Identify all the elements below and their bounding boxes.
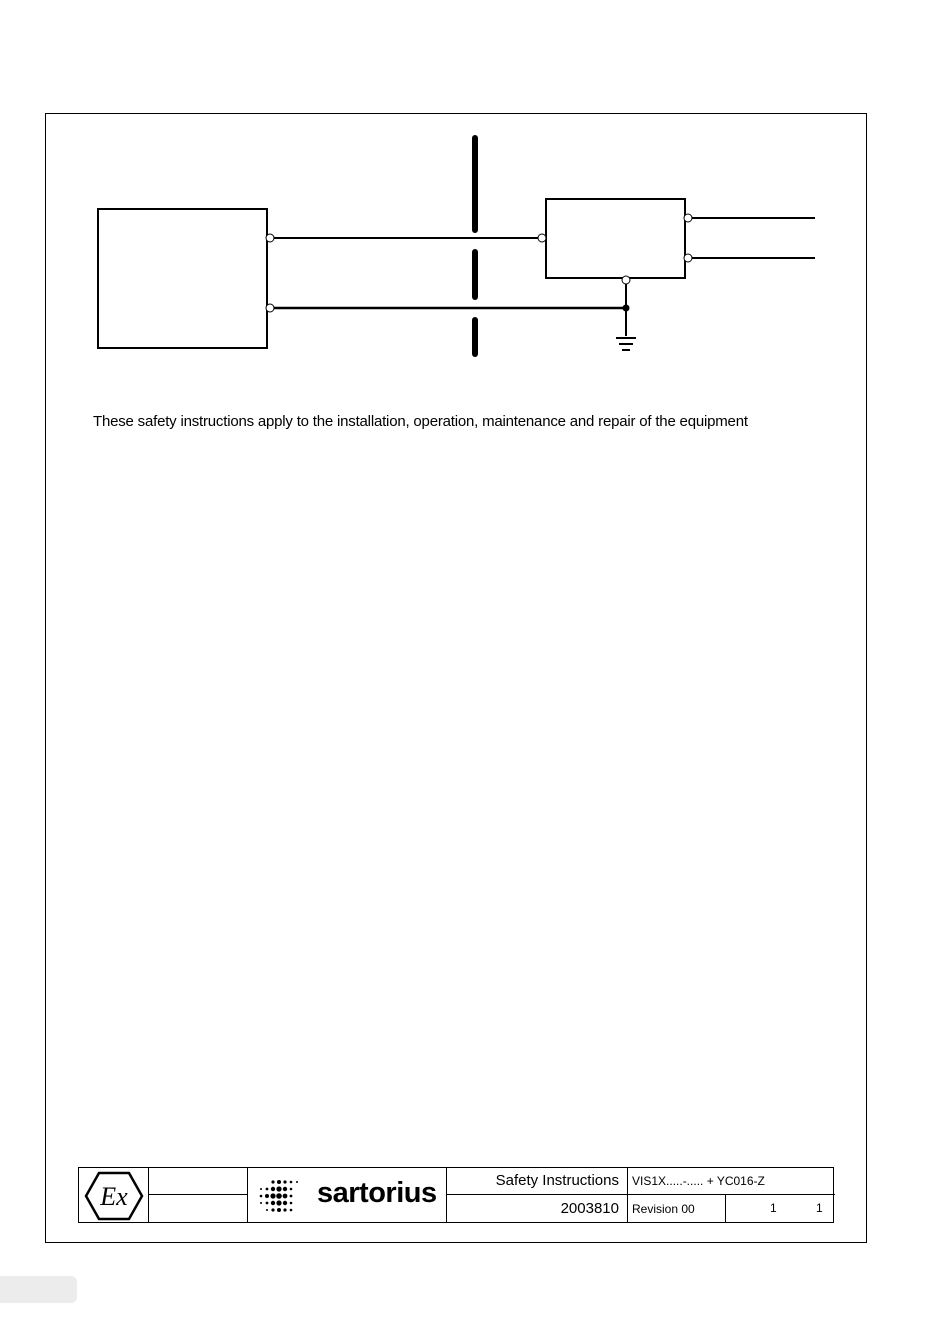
terminal <box>684 254 692 262</box>
divider <box>148 1194 248 1195</box>
divider <box>446 1168 447 1222</box>
intro-text: These safety instructions apply to the installation, operation, maintenance and repair of the equipment <box>93 413 748 430</box>
right-device-box <box>546 199 685 278</box>
revision-label: Revision 00 <box>632 1202 695 1216</box>
terminal <box>684 214 692 222</box>
ex-mark-icon <box>84 1171 144 1221</box>
sartorius-logo-text: sartorius <box>317 1177 437 1209</box>
ground-junction <box>623 305 630 312</box>
divider <box>725 1195 726 1223</box>
terminal <box>622 276 630 284</box>
terminal <box>266 304 274 312</box>
svg-text:Ex: Ex <box>100 1182 128 1211</box>
sheet-number: 1 <box>770 1201 777 1215</box>
terminal <box>538 234 546 242</box>
sartorius-dots-icon <box>255 1178 301 1214</box>
divider <box>627 1168 628 1222</box>
divider <box>247 1168 248 1222</box>
page-tab <box>0 1276 77 1303</box>
left-device-box <box>98 209 267 348</box>
document-number: 2003810 <box>560 1200 619 1217</box>
sheet-total: 1 <box>816 1201 823 1215</box>
divider <box>446 1194 835 1195</box>
divider <box>148 1168 149 1222</box>
terminal <box>266 234 274 242</box>
document-title: Safety Instructions <box>495 1172 619 1189</box>
model-designation: VIS1X.....-..... + YC016-Z <box>632 1174 765 1188</box>
wiring-diagram <box>0 0 950 400</box>
title-block <box>78 1167 834 1223</box>
